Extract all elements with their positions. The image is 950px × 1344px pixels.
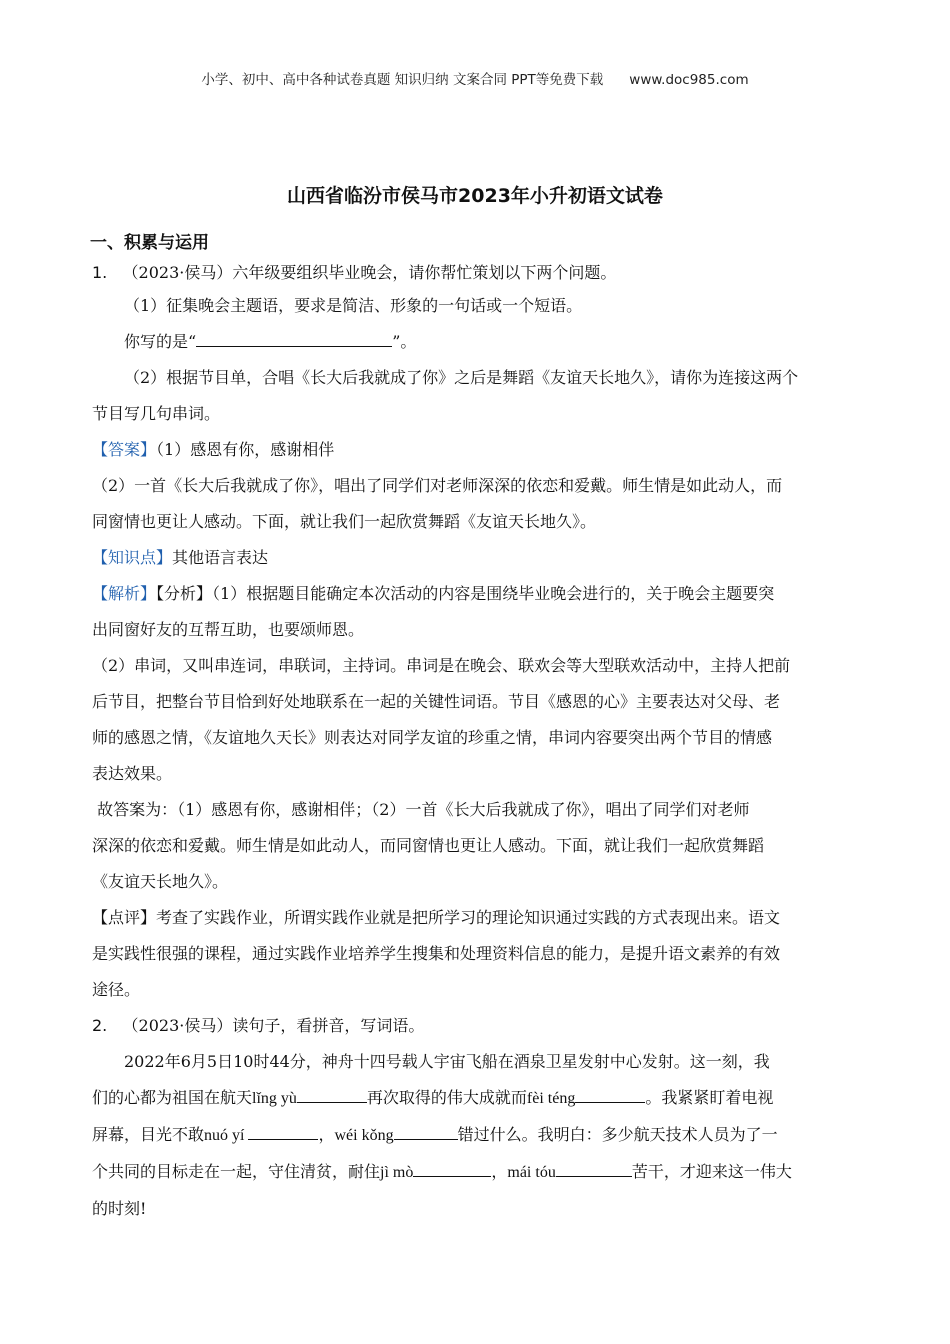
- analysis-text: （2）串词，又叫串连词，串联词，主持词。串词是在晚会、联欢会等大型联欢活动中，主持人把前: [92, 656, 791, 675]
- passage-line: 屏幕，目光不敢nuó yí ，wéi kǒng 错过什么。我明白：多少航天技术人员为了一: [92, 1117, 860, 1154]
- pinyin: lǐng yù: [252, 1090, 297, 1107]
- page-header: [0, 68, 950, 88]
- knowledge-tag: 【知识点】: [92, 548, 173, 567]
- analysis-text: 师的感恩之情，《友谊地久天长》则表达对同学友谊的珍重之情，串词内容要突出两个节目的情感: [92, 728, 773, 747]
- answer-text: 同窗情也更让人感动。下面，就让我们一起欣赏舞蹈《友谊天长地久》。: [92, 512, 597, 531]
- passage-line: 个共同的目标走在一起，守住清贫，耐住jì mò ，mái tóu 苦干，才迎来这一伟大: [92, 1154, 860, 1191]
- answer-blank[interactable]: [196, 328, 392, 347]
- pinyin: nuó yí: [204, 1127, 249, 1144]
- pinyin-blank[interactable]: [248, 1121, 318, 1140]
- final-answer: 深深的依恋和爱戴。师生情是如此动人，而同窗情也更让人感动。下面，就让我们一起欣赏舞蹈: [92, 836, 765, 855]
- pinyin-blank[interactable]: [413, 1158, 491, 1177]
- pinyin: mái tóu: [507, 1164, 556, 1181]
- passage-line: 的时刻!: [92, 1199, 147, 1218]
- pinyin-blank[interactable]: [556, 1158, 632, 1177]
- question-number: 2.: [92, 1016, 108, 1035]
- header-text: 小学、初中、高中各种试卷真题 知识归纳 文案合同 PPT等免费下载: [201, 72, 604, 88]
- review: 是实践性很强的课程，通过实践作业培养学生搜集和处理资料信息的能力，是提升语文素养的有效: [92, 944, 781, 963]
- pinyin: fèi téng: [526, 1090, 576, 1107]
- analysis: 【解析】【分析】（1）根据题目能确定本次活动的内容是围绕毕业晚会进行的，关于晚会主题要突: [92, 584, 775, 603]
- review: 【点评】考查了实践作业，所谓实践作业就是把所学习的理论知识通过实践的方式表现出来。语文: [92, 908, 781, 927]
- analysis-tag: 【解析】: [92, 584, 157, 603]
- question-stem: 1. （2023·侯马）六年级要组织毕业晚会，请你帮忙策划以下两个问题。: [92, 263, 617, 282]
- analysis-text: 表达效果。: [92, 764, 173, 783]
- question-stem: 2. （2023·侯马）读句子，看拼音，写词语。: [92, 1016, 425, 1035]
- sub-question-2: （2）根据节目单，合唱《长大后我就成了你》之后是舞蹈《友谊天长地久》，请你为连接这两个: [124, 368, 799, 387]
- question-number: 1.: [92, 263, 108, 282]
- header-url[interactable]: www.doc985.com: [629, 72, 749, 88]
- document-body: [92, 230, 860, 1227]
- answer: 【答案】（1）感恩有你，感谢相伴: [92, 440, 335, 459]
- answer-text: （2）一首《长大后我就成了你》，唱出了同学们对老师深深的依恋和爱戴。师生情是如此动人，而: [92, 476, 783, 495]
- question-1: [92, 258, 860, 1008]
- pinyin-blank[interactable]: [575, 1084, 645, 1103]
- question-2: [92, 1008, 860, 1227]
- pinyin-blank[interactable]: [297, 1084, 367, 1103]
- answer-tag: 【答案】: [92, 440, 157, 459]
- passage-line: 2022年6月5日10时44分，神舟十四号载人宇宙飞船在酒泉卫星发射中心发射。这一刻，我: [124, 1052, 770, 1071]
- passage-line: 们的心都为祖国在航天lǐng yù 再次取得的伟大成就而fèi téng 。我紧紧盯着电视: [92, 1080, 860, 1117]
- pinyin: jì mò: [380, 1164, 414, 1181]
- pinyin-blank[interactable]: [394, 1121, 458, 1140]
- knowledge-point: 【知识点】其他语言表达: [92, 548, 269, 567]
- answer-blank-line: 你写的是“ ”。: [92, 324, 860, 360]
- review: 途径。: [92, 980, 141, 999]
- sub-question-2-cont: 节目写几句串词。: [92, 404, 221, 423]
- sub-question-1: （1）征集晚会主题语，要求是简洁、形象的一句话或一个短语。: [124, 296, 583, 315]
- analysis-text: 出同窗好友的互帮互助，也要颂师恩。: [92, 620, 365, 639]
- final-answer: 故答案为：（1）感恩有你，感谢相伴；（2）一首《长大后我就成了你》，唱出了同学们对老师: [92, 800, 750, 819]
- section-heading: 一、积累与运用: [90, 233, 209, 253]
- page-title: 山西省临汾市侯马市2023年小升初语文试卷: [287, 185, 663, 207]
- final-answer: 《友谊天长地久》。: [92, 872, 229, 891]
- pinyin: wéi kǒng: [334, 1127, 394, 1144]
- analysis-text: 后节目，把整台节目恰到好处地联系在一起的关键性词语。节目《感恩的心》主要表达对父母、老: [92, 692, 781, 711]
